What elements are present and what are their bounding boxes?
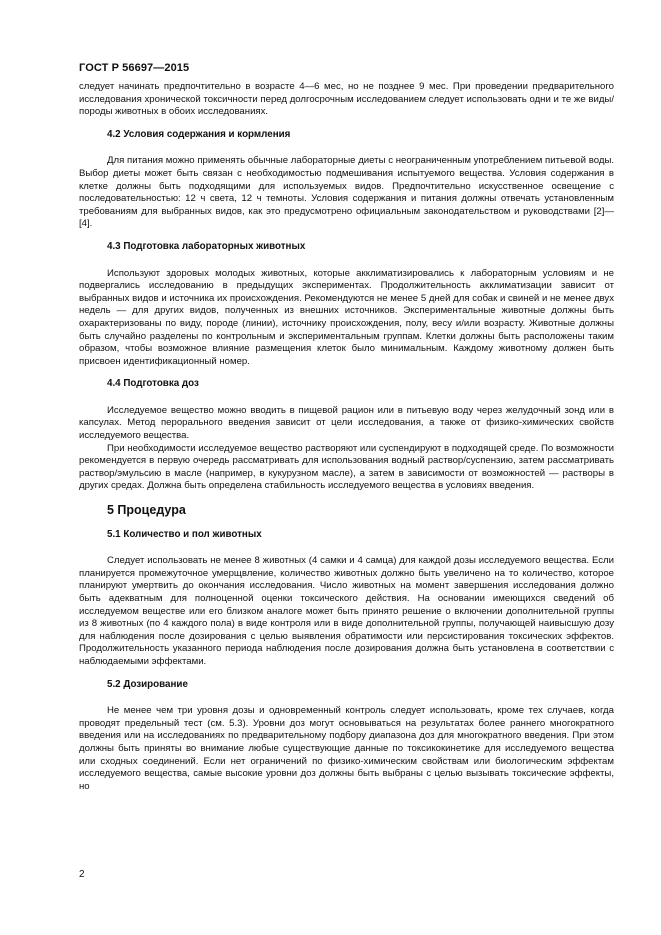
section-4-4-paragraph-2: При необходимости исследуемое вещество растворяют или суспендируют в подходящей среде. По возможности рекомендуется в первую очередь рассматривать для использования водный раствор/суспензию, затем рассматривать раствор/эмульсию в масле (например, в кукурузном масле), а затем в зависимости от возможностей — растворы в других средах. Должна быть определена стабильность исследуемого вещества в условиях введения. (79, 442, 614, 492)
section-4-3-paragraph: Используют здоровых молодых животных, которые акклиматизировались к лабораторным условиям и не подвергались исследованию в предыдущих экспериментах. Продолжительность акклиматизации зависит от выбранных видов и источника их происхождения. Рекомендуются не менее 5 дней для собак и свиней и не менее двух недель — для других видов, полученных из внешних источников. Экспериментальные животные должны быть охарактеризованы по виду, породе (линии), источнику происхождения, полу, весу и/или возрасту. Животные должны быть случайно разделены по контрольным и экспериментальным группам. Клетки должны быть расположены таким образом, чтобы возможное влияние размещения клеток было минимальным. Каждому животному должен быть присвоен идентификационный номер. (79, 267, 614, 367)
section-5-2-paragraph: Не менее чем три уровня дозы и одновременный контроль следует использовать, кроме тех случаев, когда проводят предельный тест (см. 5.3). Уровни доз могут основываться на результатах более раннего многократного введения или на исследованиях по предварительному подбору диапазона доз для многократного введения. При этом должны быть приняты во внимание любые существующие данные по токсикокинетике для исследуемого вещества или сходных соединений. Если нет ограничений по физико-химическим свойствам или биологическим эффектам исследуемого вещества, самые высокие уровни доз должны быть выбраны с целью вызывать токсические эффекты, но (79, 705, 614, 792)
section-5-2-heading: 5.2 Дозирование (107, 678, 188, 690)
section-4-2-heading: 4.2 Условия содержания и кормления (107, 128, 291, 140)
section-4-3-heading: 4.3 Подготовка лабораторных животных (107, 240, 306, 252)
section-5-heading: 5 Процедура (107, 503, 186, 518)
document-header: ГОСТ Р 56697—2015 (79, 62, 190, 74)
intro-paragraph: следует начинать предпочтительно в возрасте 4—6 мес, но не позднее 9 мес. При проведении предварительного исследования хронической токсичности перед долгосрочным исследованием следует использовать одни и те же виды/породы животных в обоих исследованиях. (79, 81, 614, 118)
page-number: 2 (79, 869, 85, 880)
section-5-1-paragraph: Следует использовать не менее 8 животных (4 самки и 4 самца) для каждой дозы исследуемого вещества. Если планируется промежуточное умерщвление, количество животных должно быть увеличено на то количество, которое планируют умертвить до окончания исследования. Число животных на момент завершения исследования должно быть адекватным для полноценной оценки токсического действия. На основании имеющихся сведений об исследуемом веществе или его близком аналоге может быть принято решение о включении дополнительной группы из 8 животных (по 4 каждого пола) в виде контроля или в виде дополнительной группы, получающей наивысшую дозу для наблюдения после дозирования с целью выявления обратимости или персистирования токсических эффектов. Продолжительность указанного периода наблюдения после дозирования должна быть установлена в соответствии с наблюдаемыми эффектами. (79, 555, 614, 667)
section-5-1-heading: 5.1 Количество и пол животных (107, 528, 262, 540)
section-4-4-paragraph-1: Исследуемое вещество можно вводить в пищевой рацион или в питьевую воду через желудочный зонд или в капсулах. Метод перорального введения зависит от цели исследования, а также от физико-химических свойств исследуемого вещества. (79, 404, 614, 442)
document-body (79, 81, 614, 793)
section-4-4-heading: 4.4 Подготовка доз (107, 378, 199, 390)
section-4-2-paragraph: Для питания можно применять обычные лабораторные диеты с неограниченным употреблением питьевой воды. Выбор диеты может быть связан с необходимостью подмешивания испытуемого вещества. Условия содержания в клетке должны быть подходящими для используемых видов. Предпочтительно искусственное освещение с последовательностью: 12 ч света, 12 ч темноты. Условия содержания и питания должны отвечать установленным требованиям для выбранных видов, как это предусмотрено официальным законодательством и руководствами [2]—[4]. (79, 155, 614, 230)
